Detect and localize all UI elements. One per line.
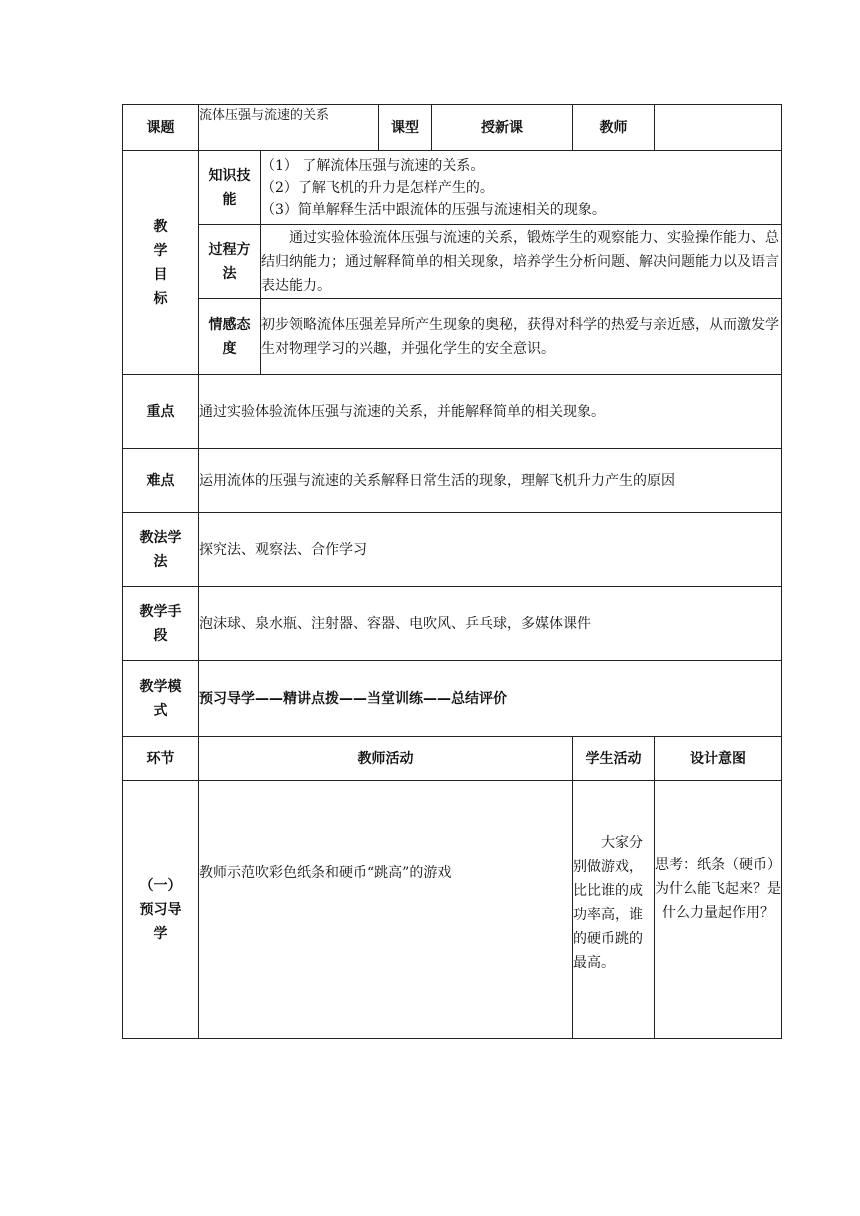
- objectives-label-char: 教: [153, 218, 168, 235]
- type-label: 课型: [379, 105, 432, 151]
- mode-row: [123, 661, 782, 737]
- topic-value: 流体压强与流速的关系: [199, 105, 379, 151]
- mode-label: 教学模式: [123, 661, 199, 737]
- objective-knowledge-row: [123, 151, 782, 225]
- teacher-value: [655, 105, 782, 151]
- objectives-label-char: 目: [153, 266, 168, 283]
- difficulty-row: [123, 449, 782, 513]
- header-row: [123, 105, 782, 151]
- emotion-text: 初步领略流体压强差异所产生现象的奥秘，获得对科学的热爱与亲近感，从而激发学生对物理学习的兴趣，并强化学生的安全意识。: [261, 299, 782, 375]
- process-text: 通过实验体验流体压强与流速的关系，锻炼学生的观察能力、实验操作能力、总结归纳能力；通过解释简单的相关现象，培养学生分析问题、解决问题能力以及语言表达能力。: [261, 225, 782, 299]
- emotion-label: 情感态度: [199, 299, 261, 375]
- stage1-design: 思考：纸条（硬币）为什么能飞起来？是什么力量起作用？: [655, 781, 782, 1039]
- difficulty-label: 难点: [123, 449, 199, 513]
- knowledge-label: 知识技能: [199, 151, 261, 225]
- col-student: 学生活动: [573, 737, 655, 781]
- stage1-label: （一）预习导学: [123, 781, 199, 1039]
- process-label: 过程方法: [199, 225, 261, 299]
- type-value: 授新课: [432, 105, 573, 151]
- topic-label: 课题: [123, 105, 199, 151]
- methods-text: 探究法、观察法、合作学习: [199, 513, 782, 587]
- knowledge-item: （2）了解飞机的升力是怎样产生的。: [261, 179, 494, 196]
- stage1-row: [123, 781, 782, 1039]
- lesson-plan-table: [122, 104, 782, 1039]
- key-point-label: 重点: [123, 375, 199, 449]
- objective-emotion-row: [123, 299, 782, 375]
- objectives-label-char: 标: [153, 290, 168, 307]
- means-row: [123, 587, 782, 661]
- objectives-label: [123, 151, 199, 375]
- col-design: 设计意图: [655, 737, 782, 781]
- methods-label: 教法学法: [123, 513, 199, 587]
- col-stage: 环节: [123, 737, 199, 781]
- means-text: 泡沫球、泉水瓶、注射器、容器、电吹风、乒乓球，多媒体课件: [199, 587, 782, 661]
- key-point-text: 通过实验体验流体压强与流速的关系，并能解释简单的相关现象。: [199, 375, 782, 449]
- key-point-row: [123, 375, 782, 449]
- knowledge-items: [261, 151, 782, 225]
- teacher-label: 教师: [573, 105, 655, 151]
- mode-text: 预习导学——精讲点拨——当堂训练——总结评价: [199, 661, 782, 737]
- objective-process-row: [123, 225, 782, 299]
- stage1-student: 大家分别做游戏，比比谁的成功率高，谁的硬币跳的最高。: [573, 781, 655, 1039]
- knowledge-item: （3）简单解释生活中跟流体的压强与流速相关的现象。: [261, 201, 606, 218]
- objectives-label-char: 学: [153, 242, 168, 259]
- col-teacher: 教师活动: [199, 737, 573, 781]
- stage1-teacher: 教师示范吹彩色纸条和硬币“跳高”的游戏: [199, 781, 573, 1039]
- knowledge-item: （1） 了解流体压强与流速的关系。: [261, 157, 485, 174]
- methods-row: [123, 513, 782, 587]
- difficulty-text: 运用流体的压强与流速的关系解释日常生活的现象，理解飞机升力产生的原因: [199, 449, 782, 513]
- means-label: 教学手段: [123, 587, 199, 661]
- activity-header-row: [123, 737, 782, 781]
